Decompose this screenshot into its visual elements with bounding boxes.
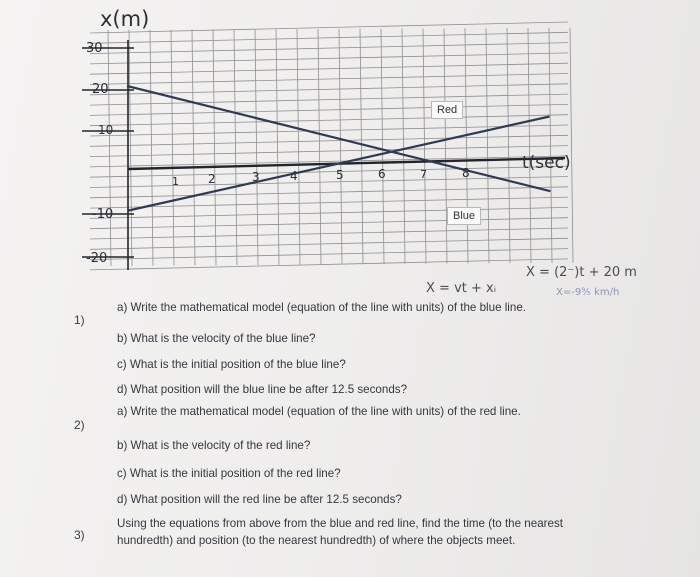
question-1c: c) What is the initial position of the blue line? <box>117 358 346 371</box>
grid-line <box>486 28 489 263</box>
grid-line <box>90 228 568 239</box>
grid-line <box>90 187 568 198</box>
grid-line <box>90 115 568 126</box>
x-tick-label: 4 <box>290 169 298 183</box>
grid-line <box>90 104 568 115</box>
legend-red: Red <box>431 101 463 119</box>
question-3: Using the equations from above from the blue and red line, find the time (to the nearest hundredth) and position (to the nearest hundredth) of where the objects meet. <box>117 517 563 547</box>
question-number: 1) <box>74 313 85 327</box>
grid-line <box>129 30 132 266</box>
grid-line <box>90 207 568 218</box>
y-tick-label: 30 <box>86 41 103 56</box>
grid-line <box>192 30 195 266</box>
grid-line <box>90 218 568 229</box>
grid-line <box>90 22 568 33</box>
y-tick-label: 10 <box>98 123 114 137</box>
question-number: 2) <box>74 418 85 432</box>
grid-line <box>381 29 384 264</box>
y-axis-label: x(m) <box>100 7 150 31</box>
grid-line <box>90 32 568 43</box>
x-tick-label: 1 <box>172 175 179 188</box>
grid-line <box>90 125 568 136</box>
grid-line <box>465 28 468 263</box>
handwritten-blue-equation: X = (2⁻)t + 20 m <box>526 265 637 280</box>
grid-line <box>297 29 300 265</box>
grid-line <box>318 29 321 265</box>
grid-line <box>90 63 568 74</box>
grid-line <box>360 29 363 264</box>
grid-line <box>90 259 568 270</box>
grid-line <box>276 29 279 265</box>
grid-line <box>90 146 568 157</box>
grid-line <box>213 30 216 266</box>
grid-line <box>423 29 426 264</box>
question-2b: b) What is the velocity of the red line? <box>117 439 311 452</box>
question-2a: a) Write the mathematical model (equation of the line with units) of the red line. <box>117 405 521 418</box>
grid-line <box>90 249 568 260</box>
grid-line <box>171 30 174 266</box>
grid-line <box>444 28 447 263</box>
x-tick-label: 3 <box>252 170 260 184</box>
grid-line <box>234 29 237 265</box>
grid-line <box>90 238 568 249</box>
grid-line <box>108 30 111 266</box>
question-number: 3) <box>74 528 85 542</box>
x-tick-label: 5 <box>336 168 344 182</box>
legend-blue: Blue <box>447 207 481 225</box>
y-tick-label: 20 <box>92 82 109 97</box>
question-1b: b) What is the velocity of the blue line? <box>117 332 316 345</box>
grid-line <box>90 43 568 54</box>
question-1a: a) Write the mathematical model (equation of the line with units) of the blue line. <box>117 301 527 314</box>
grid-line <box>255 29 258 265</box>
y-tick-label: -10 <box>92 207 114 222</box>
question-2d: d) What position will the red line be after 12.5 seconds? <box>117 493 402 506</box>
grid-line <box>507 28 510 263</box>
x-tick-label: 2 <box>208 172 216 186</box>
grid-line <box>402 29 405 264</box>
handwritten-velocity-note: X=-9⁹⁄₅ km/h <box>556 287 620 298</box>
grid-line <box>150 30 153 266</box>
grid-line <box>570 28 573 263</box>
question-1d: d) What position will the blue line be after 12.5 seconds? <box>117 383 408 396</box>
x-tick-label: 8 <box>462 166 470 180</box>
grid-line <box>339 29 342 264</box>
grid-line <box>90 84 568 95</box>
grid-line <box>549 28 552 263</box>
x-tick-label: 6 <box>378 167 386 181</box>
question-2c: c) What is the initial position of the red line? <box>117 467 341 480</box>
grid-line <box>90 53 568 64</box>
handwritten-formula: X = vt + xᵢ <box>426 281 497 296</box>
grid-line <box>90 74 568 85</box>
axis-ticks <box>82 48 134 257</box>
x-axis-label: t(sec) <box>522 153 571 173</box>
grid-line <box>528 28 531 263</box>
x-tick-label: 7 <box>420 168 427 181</box>
graph-grid <box>90 22 573 270</box>
y-tick-label: -20 <box>86 251 108 266</box>
